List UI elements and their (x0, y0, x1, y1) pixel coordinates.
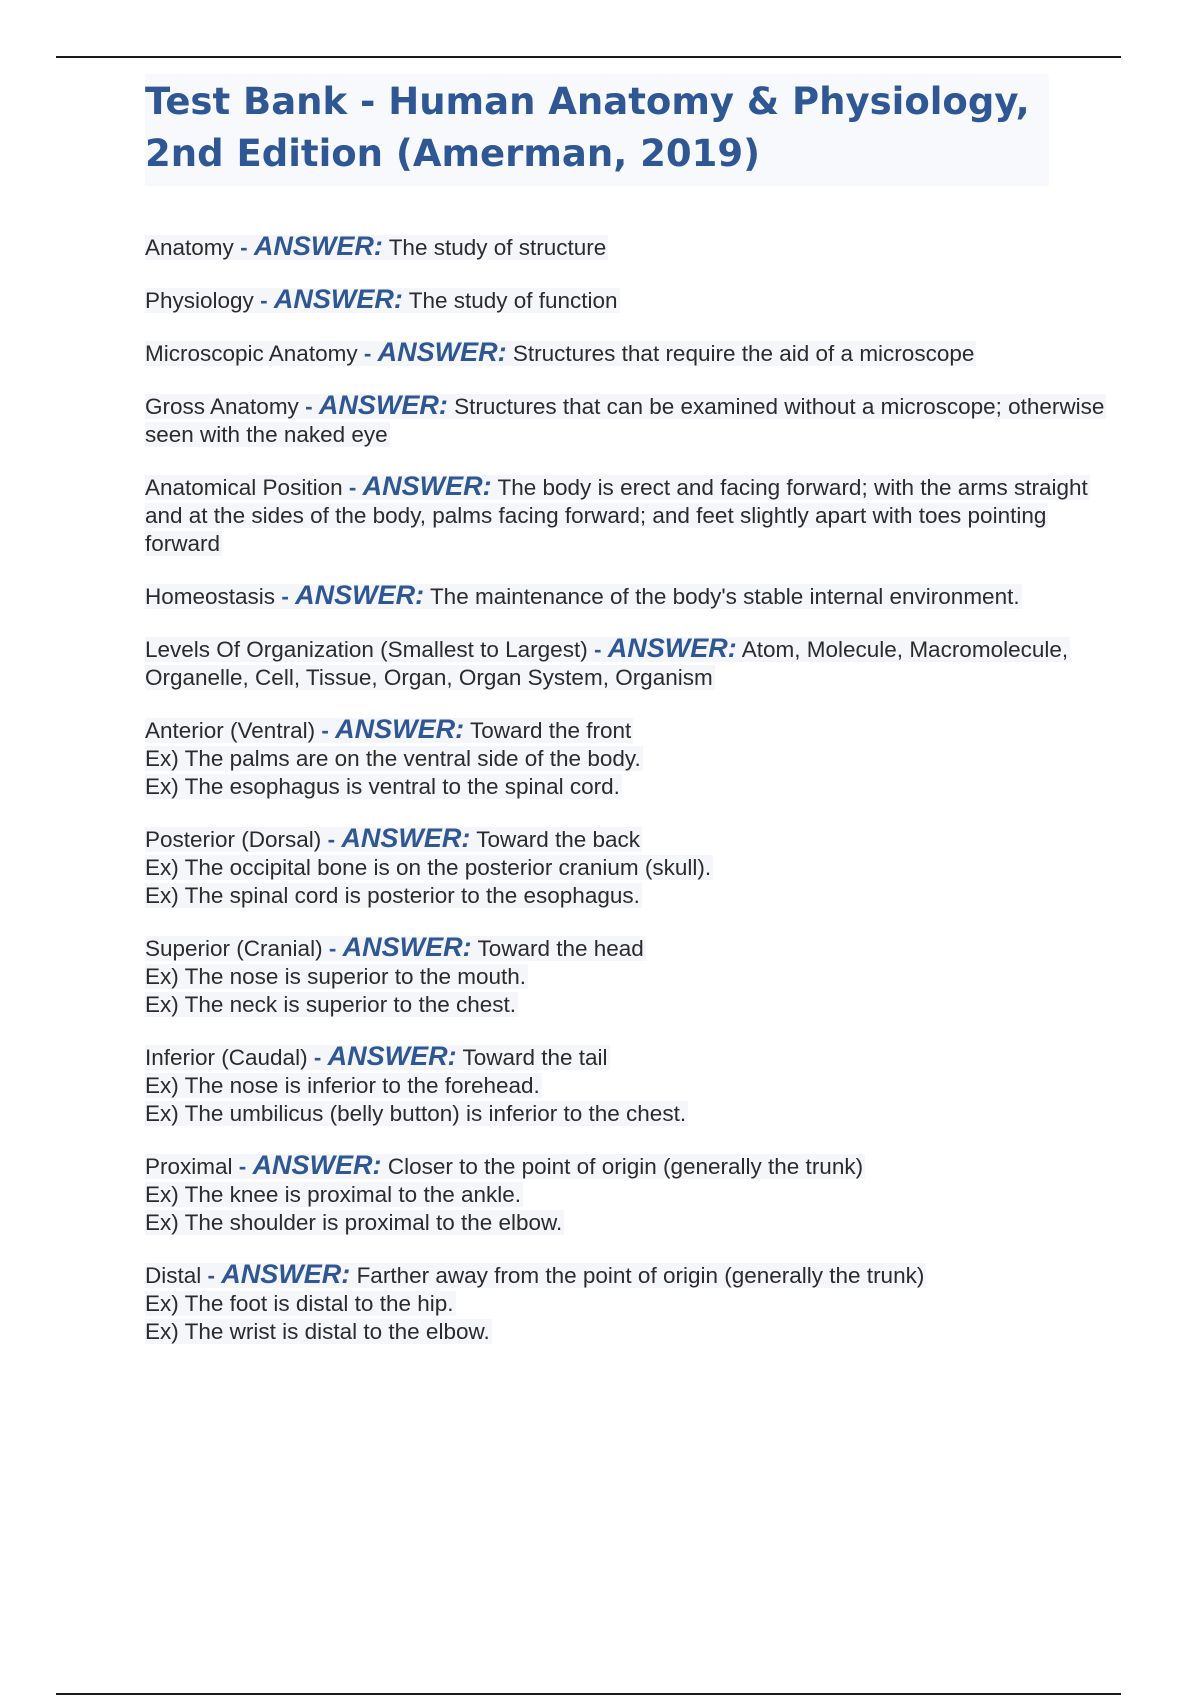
flashcard-term: Proximal (145, 1154, 233, 1179)
answer-label: ANSWER: (273, 284, 403, 314)
flashcard-answer: Structures that require the aid of a microscope (512, 341, 975, 366)
flashcard-highlight (145, 337, 976, 367)
flashcard-term: Physiology (145, 288, 254, 313)
flashcard-answer: Farther away from the point of origin (generally the trunk) (356, 1263, 925, 1288)
flashcard-highlight (145, 714, 633, 744)
answer-separator: - (363, 341, 372, 366)
example-line (145, 963, 1105, 991)
flashcard-answer: Closer to the point of origin (generally the trunk) (387, 1154, 864, 1179)
example-text: Ex) The wrist is distal to the elbow. (145, 1319, 490, 1344)
flashcard-main-line (145, 581, 1105, 611)
answer-label: ANSWER: (342, 932, 472, 962)
answer-label: ANSWER: (377, 337, 507, 367)
flashcard-term: Anatomy (145, 235, 234, 260)
flashcard (145, 933, 1105, 1019)
flashcard-main-line (145, 824, 1105, 854)
example-line (145, 1318, 1105, 1346)
example-text: Ex) The foot is distal to the hip. (145, 1291, 454, 1316)
flashcard (145, 1151, 1105, 1237)
flashcard-main-line (145, 391, 1105, 449)
flashcard-main-line (145, 472, 1105, 558)
example-line (145, 882, 1105, 910)
bottom-rule (56, 1693, 1121, 1695)
flashcard (145, 285, 1105, 315)
flashcard-answer: The study of structure (388, 235, 607, 260)
flashcard-answer: The body is erect and facing forward; with the arms straight and at the sides of the body, palms facing forward; and feet slightly apart with toes pointing forward (145, 475, 1088, 556)
flashcard-highlight (145, 823, 642, 853)
top-rule (56, 56, 1121, 58)
answer-label: ANSWER: (318, 390, 448, 420)
example-text: Ex) The occipital bone is on the posterior cranium (skull). (145, 855, 712, 880)
example-line (145, 1290, 1105, 1318)
flashcard-term: Microscopic Anatomy (145, 341, 358, 366)
flashcard-term: Superior (Cranial) (145, 936, 323, 961)
flashcard-highlight (145, 1150, 865, 1180)
flashcard (145, 634, 1105, 692)
answer-label: ANSWER: (362, 471, 492, 501)
answer-separator: - (348, 475, 357, 500)
flashcard-highlight (145, 471, 1090, 556)
flashcard-main-line (145, 933, 1105, 963)
flashcard-term: Posterior (Dorsal) (145, 827, 322, 852)
flashcard (145, 1260, 1105, 1346)
flashcard-main-line (145, 1151, 1105, 1181)
answer-label: ANSWER: (295, 580, 425, 610)
example-line (145, 773, 1105, 801)
example-text: Ex) The knee is proximal to the ankle. (145, 1182, 522, 1207)
flashcard-main-line (145, 232, 1105, 262)
flashcard (145, 338, 1105, 368)
answer-separator: - (328, 936, 337, 961)
flashcard (145, 824, 1105, 910)
flashcard-highlight (145, 580, 1022, 610)
example-line (145, 745, 1105, 773)
example-line (145, 1100, 1105, 1128)
answer-label: ANSWER: (252, 1150, 382, 1180)
answer-label: ANSWER: (341, 823, 471, 853)
flashcard-highlight (145, 1041, 610, 1071)
answer-separator: - (593, 637, 602, 662)
flashcard (145, 232, 1105, 262)
example-text: Ex) The nose is inferior to the forehead. (145, 1073, 540, 1098)
flashcard (145, 391, 1105, 449)
flashcard-answer: Toward the front (469, 718, 632, 743)
flashcard-answer: The maintenance of the body's stable internal environment. (429, 584, 1020, 609)
answer-label: ANSWER: (253, 231, 383, 261)
flashcard-main-line (145, 1042, 1105, 1072)
flashcard-highlight (145, 1259, 926, 1289)
example-line (145, 1209, 1105, 1237)
example-text: Ex) The shoulder is proximal to the elbow. (145, 1210, 563, 1235)
flashcard-term: Anterior (Ventral) (145, 718, 316, 743)
example-line (145, 991, 1105, 1019)
flashcard-answer: Atom, Molecule, Macromolecule, Organelle, Cell, Tissue, Organ, Organ System, Organism (145, 637, 1069, 690)
answer-label: ANSWER: (221, 1259, 351, 1289)
example-line (145, 1072, 1105, 1100)
flashcard-answer: Toward the back (476, 827, 641, 852)
example-text: Ex) The esophagus is ventral to the spinal cord. (145, 774, 620, 799)
answer-separator: - (281, 584, 289, 609)
answer-separator: - (260, 288, 268, 313)
flashcard-term: Homeostasis (145, 584, 276, 609)
flashcard-answer: Toward the head (477, 936, 644, 961)
answer-label: ANSWER: (607, 633, 737, 663)
example-text: Ex) The spinal cord is posterior to the esophagus. (145, 883, 640, 908)
answer-label: ANSWER: (335, 714, 465, 744)
document-body (145, 74, 1105, 1369)
flashcard-term: Levels Of Organization (Smallest to Largest) (145, 637, 588, 662)
flashcard (145, 581, 1105, 611)
flashcard-answer: The study of function (408, 288, 618, 313)
answer-separator: - (207, 1263, 216, 1288)
flashcard-term: Gross Anatomy (145, 394, 299, 419)
flashcard-term: Distal (145, 1263, 202, 1288)
flashcard (145, 472, 1105, 558)
flashcard-highlight (145, 284, 620, 314)
flashcard-main-line (145, 1260, 1105, 1290)
document-title: Test Bank - Human Anatomy & Physiology, 2nd Edition (Amerman, 2019) (145, 74, 1049, 186)
answer-separator: - (305, 394, 313, 419)
flashcard-highlight (145, 932, 646, 962)
example-line (145, 854, 1105, 882)
answer-separator: - (321, 718, 329, 743)
flashcard-highlight (145, 231, 608, 261)
answer-separator: - (313, 1045, 322, 1070)
flashcard-answer: Structures that can be examined without a microscope; otherwise seen with the naked eye (145, 394, 1105, 447)
flashcard-main-line (145, 285, 1105, 315)
flashcard-term: Anatomical Position (145, 475, 343, 500)
flashcard-answer: Toward the tail (462, 1045, 608, 1070)
answer-label: ANSWER: (327, 1041, 457, 1071)
answer-separator: - (238, 1154, 247, 1179)
flashcard-main-line (145, 715, 1105, 745)
answer-separator: - (240, 235, 248, 260)
flashcard-highlight (145, 633, 1070, 690)
flashcard-main-line (145, 338, 1105, 368)
flashcard-highlight (145, 390, 1106, 447)
example-text: Ex) The neck is superior to the chest. (145, 992, 517, 1017)
answer-separator: - (327, 827, 336, 852)
flashcard-list (145, 232, 1105, 1346)
flashcard-term: Inferior (Caudal) (145, 1045, 308, 1070)
flashcard (145, 1042, 1105, 1128)
example-text: Ex) The palms are on the ventral side of the body. (145, 746, 641, 771)
flashcard (145, 715, 1105, 801)
example-text: Ex) The nose is superior to the mouth. (145, 964, 527, 989)
example-text: Ex) The umbilicus (belly button) is inferior to the chest. (145, 1101, 687, 1126)
flashcard-main-line (145, 634, 1105, 692)
example-line (145, 1181, 1105, 1209)
